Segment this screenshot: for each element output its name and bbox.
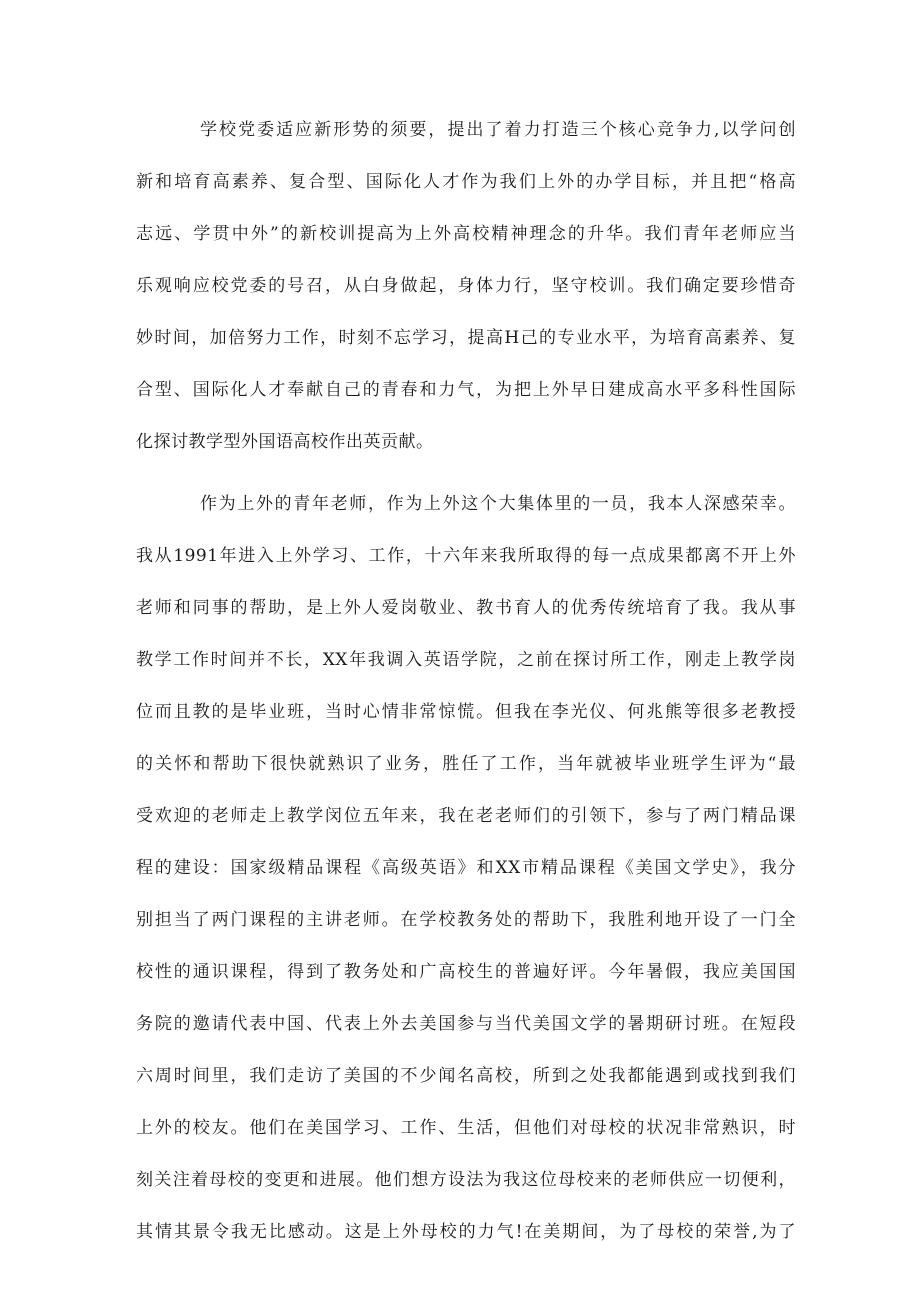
paragraph-2-line-9: 别担当了两门课程的主讲老师。在学校教务处的帮助下，我胜利地开设了一门全 [136,910,796,930]
paragraph-2-line-5: 位而且教的是毕业班，当时心情非常惊慌。但我在李光仪、何兆熊等很多老教授 [136,702,796,722]
paragraph-2-line-13: 上外的校友。他们在美国学习、工作、生活，但他们对母校的状况非常熟识，时 [136,1118,796,1138]
paragraph-2-line-11: 务院的邀请代表中国、代表上外去美国参与当代美国文学的暑期研讨班。在短段 [136,1014,796,1034]
paragraph-2-line-4: 教学工作时间并不长，XX年我调入英语学院，之前在探讨所工作，刚走上教学岗 [136,650,796,670]
paragraph-1-line-1: 学校党委适应新形势的须要，提出了着力打造三个核心竞争力,以学问创 [200,120,796,140]
paragraph-1-line-7: 化探讨教学型外国语高校作出英贡献。 [136,432,434,452]
paragraph-1-line-4: 乐观响应校党委的号召，从白身做起，身体力行，坚守校训。我们确定要珍惜奇 [136,276,796,296]
paragraph-1-line-3: 志远、学贯中外”的新校训提高为上外高校精神理念的升华。我们青年老师应当 [136,224,796,244]
paragraph-2-line-2: 我从1991年进入上外学习、工作，十六年来我所取得的每一点成果都离不开上外 [136,546,796,566]
paragraph-2-line-7: 受欢迎的老师走上教学闵位五年来，我在老老师们的引领下，参与了两门精品课 [136,806,796,826]
paragraph-2-line-8: 程的建设：国家级精品课程《高级英语》和XX市精品课程《美国文学史》，我分 [136,858,796,878]
paragraph-2-line-6: 的关怀和帮助下很快就熟识了业务，胜任了工作，当年就被毕业班学生评为“最 [136,754,796,774]
paragraph-2-line-1: 作为上外的青年老师，作为上外这个大集体里的一员，我本人深感荣幸。 [200,494,796,514]
paragraph-1-line-5: 妙时间，加倍努力工作，时刻不忘学习，提高H己的专业水平，为培育高素养、复 [136,328,796,348]
paragraph-2-line-12: 六周时间里，我们走访了美国的不少闻名高校，所到之处我都能遇到或找到我们 [136,1066,796,1086]
paragraph-1-line-6: 合型、国际化人才奉献自己的青春和力气，为把上外早日建成高水平多科性国际 [136,380,796,400]
paragraph-2-line-15: 其情其景令我无比感动。这是上外母校的力气!在美期间，为了母校的荣誉,为了 [136,1222,796,1242]
paragraph-2-line-14: 刻关注着母校的变更和进展。他们想方设法为我这位母校来的老师供应一切便利， [136,1170,796,1190]
paragraph-1-line-2: 新和培育高素养、复合型、国际化人才作为我们上外的办学目标，并且把“格高 [136,172,796,192]
paragraph-2-line-3: 老师和同事的帮助，是上外人爱岗敬业、教书育人的优秀传统培育了我。我从事 [136,598,796,618]
paragraph-2-line-10: 校性的通识课程，得到了教务处和广高校生的普遍好评。今年暑假，我应美国国 [136,962,796,982]
